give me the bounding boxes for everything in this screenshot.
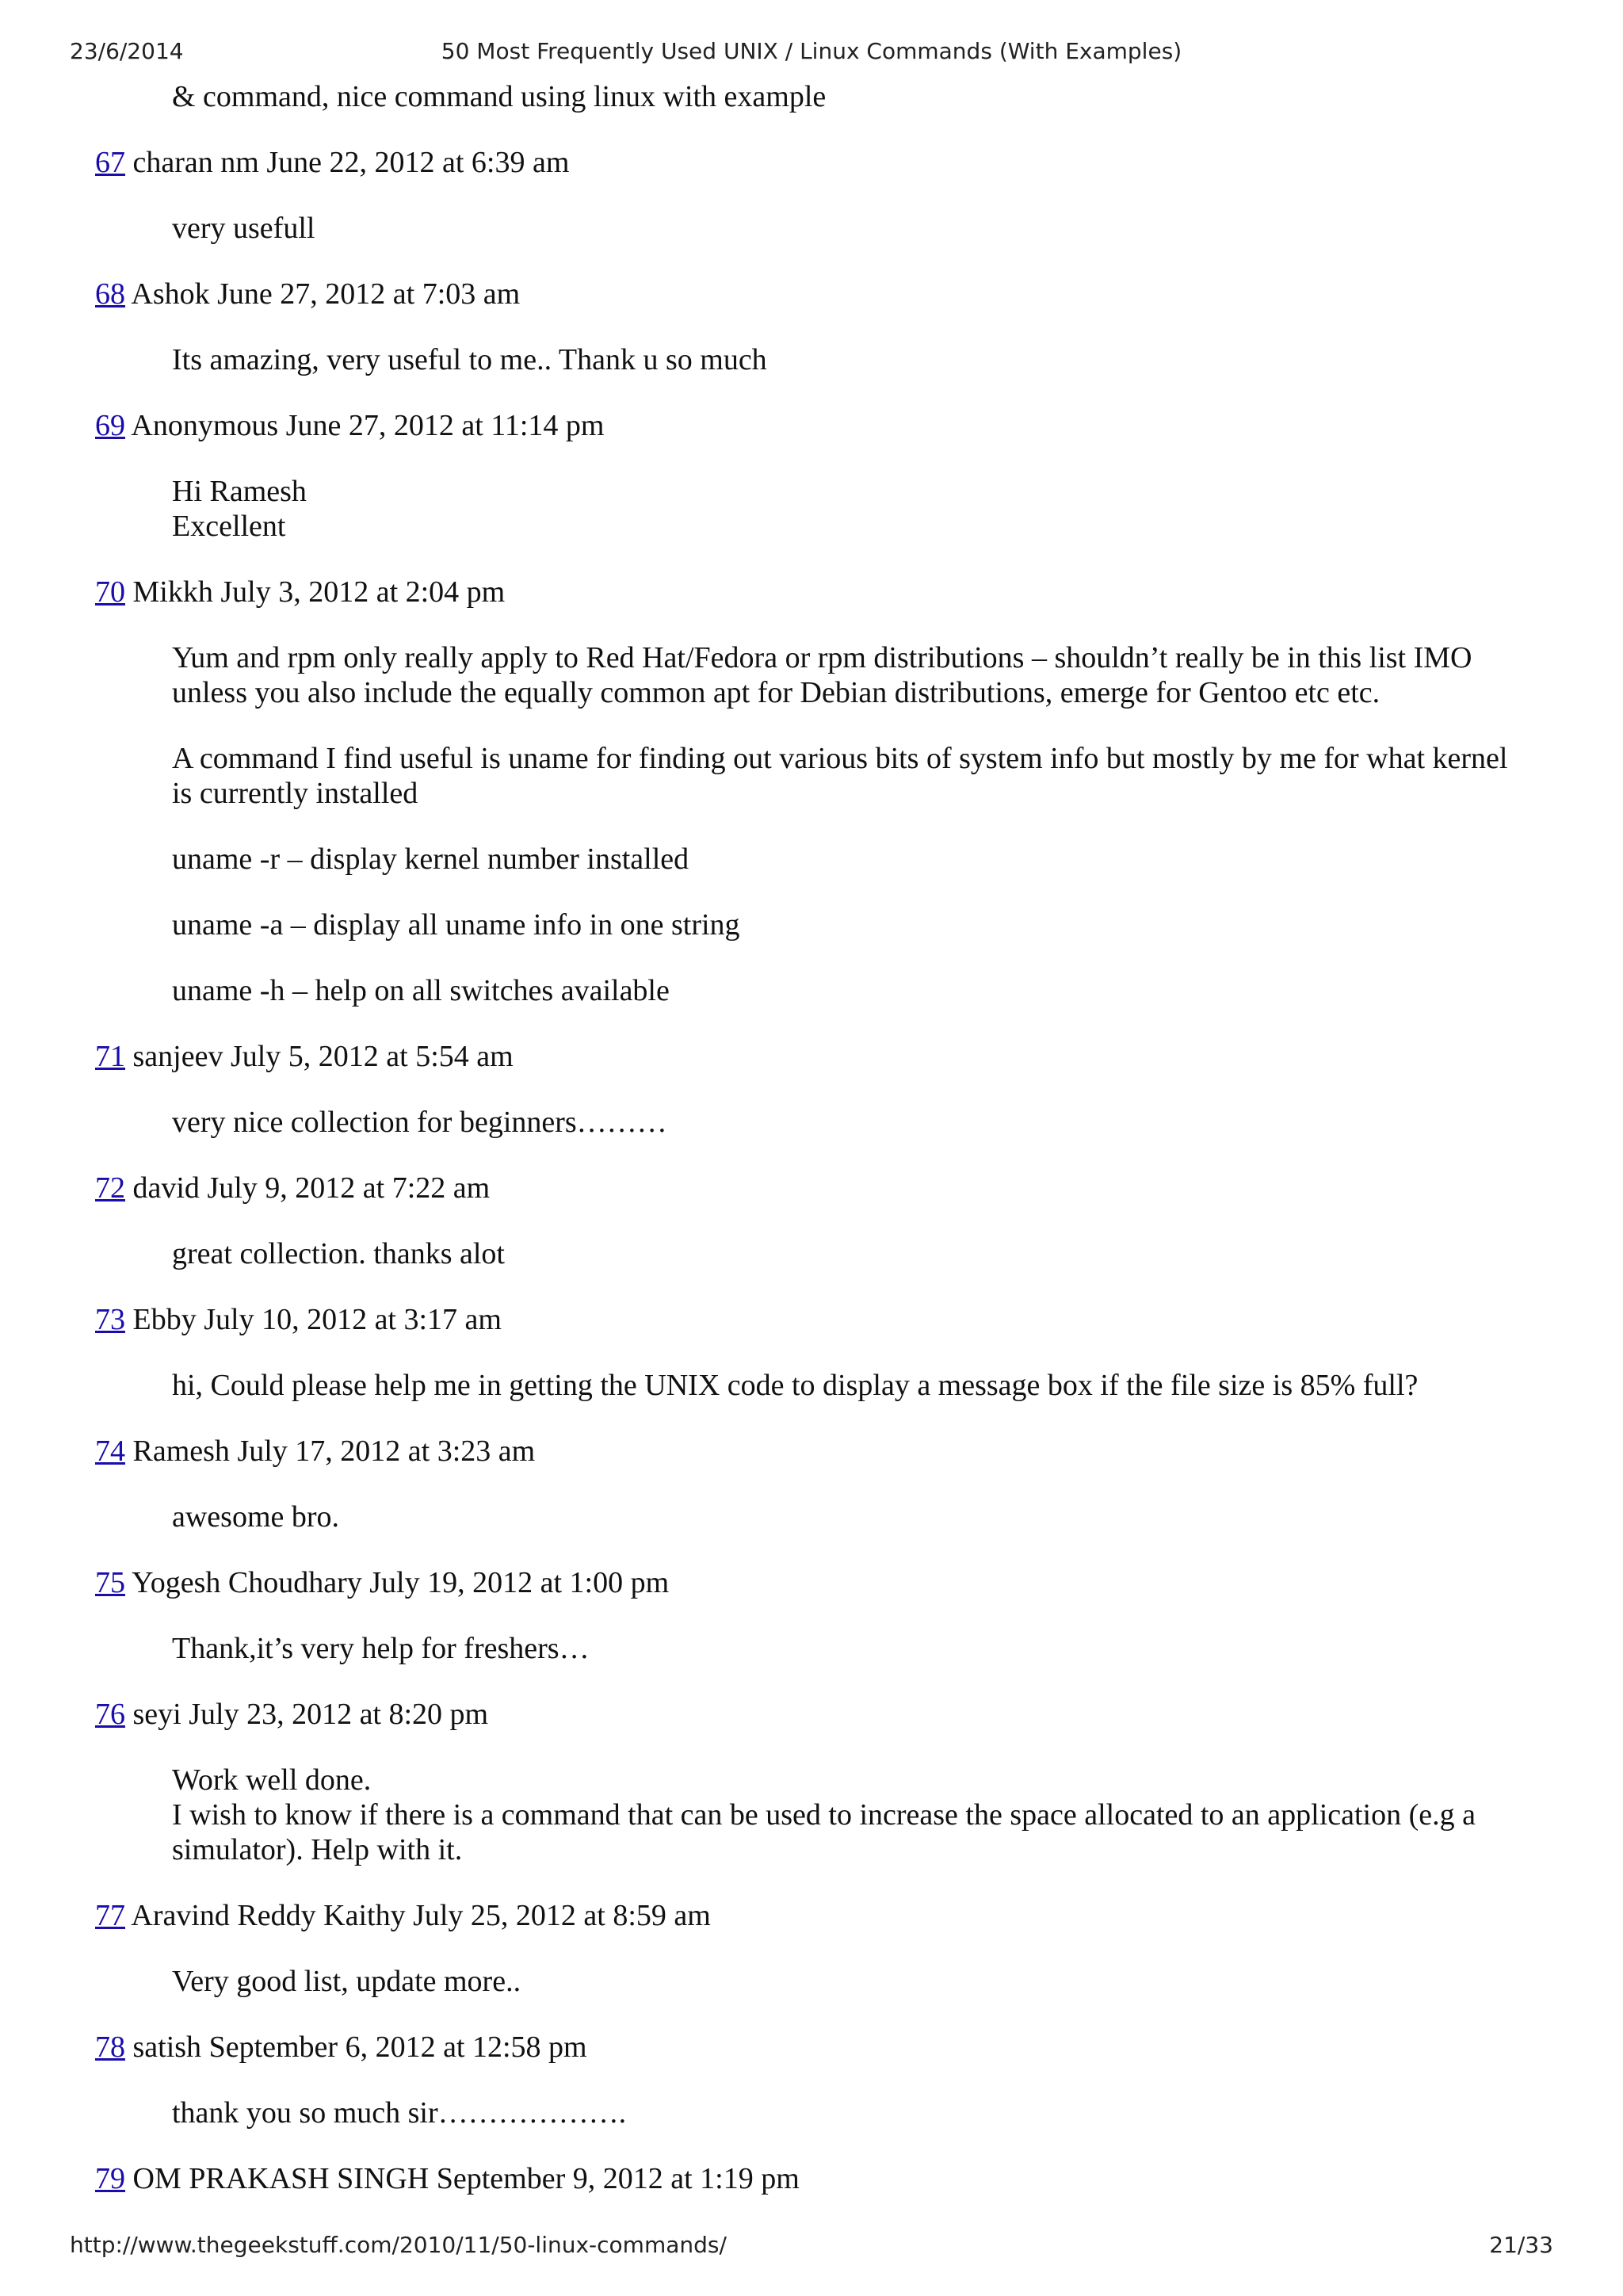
comment-author: Mikkh — [132, 575, 213, 609]
comment-body — [172, 1964, 1529, 1999]
comment-text: uname -r – display kernel number installed — [172, 842, 689, 876]
comment-author: Anonymous — [131, 409, 279, 442]
comment-header — [95, 1302, 1529, 1337]
comment-number-link[interactable]: 68 — [95, 277, 125, 311]
comment-body — [172, 474, 1529, 544]
comment-item — [95, 1171, 1529, 1271]
comment-item — [95, 1697, 1529, 1867]
comment-item — [95, 575, 1529, 1008]
comment-number-link[interactable]: 74 — [95, 1435, 125, 1468]
comment-text: Thank,it’s very help for freshers… — [172, 1632, 590, 1665]
comment-body — [172, 1105, 1529, 1140]
comment-header — [95, 2030, 1529, 2065]
comment-date: September 6, 2012 at 12:58 pm — [208, 2030, 587, 2064]
comment-body — [172, 2095, 1529, 2130]
comment-body — [172, 211, 1529, 246]
comment-header — [95, 1039, 1529, 1074]
leading-text: & command, nice command using linux with example — [172, 80, 827, 113]
comment-body — [172, 1368, 1529, 1403]
comment-text: Hi Ramesh Excellent — [172, 475, 307, 543]
comment-author: seyi — [132, 1698, 181, 1731]
comment-date: June 22, 2012 at 6:39 am — [266, 146, 570, 179]
comment-number-link[interactable]: 73 — [95, 1303, 125, 1336]
comment-number-link[interactable]: 67 — [95, 146, 125, 179]
comment-number-link[interactable]: 78 — [95, 2030, 125, 2064]
comment-text: Yum and rpm only really apply to Red Hat/Fedora or rpm distributions – shouldn’t really be in this list IMO unless you also include the equally common apt for Debian distributions, emerge for Gentoo etc etc. — [172, 641, 1472, 709]
comment-item — [95, 1302, 1529, 1403]
comment-author: charan nm — [132, 146, 259, 179]
comment-date: July 9, 2012 at 7:22 am — [207, 1171, 491, 1205]
comment-text: Its amazing, very useful to me.. Thank u so much — [172, 343, 767, 376]
comment-date: July 10, 2012 at 3:17 am — [204, 1303, 502, 1336]
comment-text: hi, Could please help me in getting the UNIX code to display a message box if the file size is 85% full? — [172, 1369, 1419, 1402]
comment-number-link[interactable]: 70 — [95, 575, 125, 609]
comment-header — [95, 277, 1529, 311]
comment-header — [95, 1434, 1529, 1469]
comment-item — [95, 2161, 1529, 2196]
comment-item — [95, 145, 1529, 246]
comment-number-link[interactable]: 69 — [95, 409, 125, 442]
comment-item — [95, 408, 1529, 544]
comment-date: July 19, 2012 at 1:00 pm — [369, 1566, 670, 1599]
comment-date: September 9, 2012 at 1:19 pm — [436, 2162, 800, 2195]
comment-header — [95, 1898, 1529, 1933]
comment-item — [95, 1565, 1529, 1666]
comment-author: Aravind Reddy Kaithy — [131, 1899, 406, 1932]
comment-text: A command I find useful is uname for finding out various bits of system info but mostly by me for what kernel is currently installed — [172, 742, 1508, 810]
comment-number-link[interactable]: 72 — [95, 1171, 125, 1205]
comment-body — [172, 1236, 1529, 1271]
comment-header — [95, 408, 1529, 443]
comment-body — [172, 1763, 1529, 1867]
comments-content — [95, 79, 1529, 2227]
comment-author: Ramesh — [132, 1435, 230, 1468]
comment-number-link[interactable]: 75 — [95, 1566, 125, 1599]
comment-date: June 27, 2012 at 11:14 pm — [285, 409, 605, 442]
comment-header — [95, 1565, 1529, 1600]
comment-text: Very good list, update more.. — [172, 1965, 521, 1998]
comment-body — [172, 342, 1529, 377]
comment-text: Work well done. I wish to know if there is a command that can be used to increase the space allocated to an application (e.g a simulator). Help with it. — [172, 1763, 1476, 1866]
comment-text: very usefull — [172, 212, 315, 245]
comment-number-link[interactable]: 71 — [95, 1040, 125, 1073]
comment-author: OM PRAKASH SINGH — [132, 2162, 430, 2195]
comment-author: Ebby — [132, 1303, 197, 1336]
comment-number-link[interactable]: 79 — [95, 2162, 125, 2195]
comment-date: July 25, 2012 at 8:59 am — [413, 1899, 711, 1932]
comment-header — [95, 145, 1529, 180]
comment-author: david — [132, 1171, 200, 1205]
comment-date: June 27, 2012 at 7:03 am — [217, 277, 521, 311]
comment-date: July 5, 2012 at 5:54 am — [230, 1040, 514, 1073]
comment-text: great collection. thanks alot — [172, 1237, 505, 1270]
comment-item — [95, 1434, 1529, 1534]
comment-text: uname -a – display all uname info in one string — [172, 908, 740, 942]
page-url: http://www.thegeekstuff.com/2010/11/50-linux-commands/ — [70, 2232, 727, 2258]
comment-number-link[interactable]: 77 — [95, 1899, 125, 1932]
comment-header — [95, 1171, 1529, 1205]
comment-text: awesome bro. — [172, 1500, 340, 1534]
comment-item — [95, 1039, 1529, 1140]
comment-number-link[interactable]: 76 — [95, 1698, 125, 1731]
page-header — [70, 38, 1553, 70]
comment-item — [95, 2030, 1529, 2130]
comment-author: Ashok — [131, 277, 210, 311]
comment-date: July 3, 2012 at 2:04 pm — [220, 575, 506, 609]
comment-item — [95, 277, 1529, 377]
comment-author: satish — [132, 2030, 202, 2064]
comment-text: very nice collection for beginners……… — [172, 1106, 667, 1139]
comment-body — [172, 640, 1529, 1008]
comment-item — [95, 1898, 1529, 1999]
comment-text: thank you so much sir………………. — [172, 2096, 627, 2130]
comment-text: uname -h – help on all switches available — [172, 974, 670, 1007]
page-footer — [70, 2232, 1553, 2264]
comment-list — [95, 145, 1529, 2196]
comment-author: Yogesh Choudhary — [132, 1566, 362, 1599]
comment-header — [95, 575, 1529, 609]
comment-header — [95, 2161, 1529, 2196]
print-date: 23/6/2014 — [70, 38, 184, 64]
page-title: 50 Most Frequently Used UNIX / Linux Commands (With Examples) — [441, 38, 1182, 64]
page-number: 21/33 — [1489, 2232, 1553, 2258]
comment-body — [172, 1499, 1529, 1534]
comment-date: July 17, 2012 at 3:23 am — [237, 1435, 536, 1468]
comment-header — [95, 1697, 1529, 1732]
comment-body — [172, 1631, 1529, 1666]
comment-author: sanjeev — [132, 1040, 223, 1073]
comment-date: July 23, 2012 at 8:20 pm — [189, 1698, 489, 1731]
